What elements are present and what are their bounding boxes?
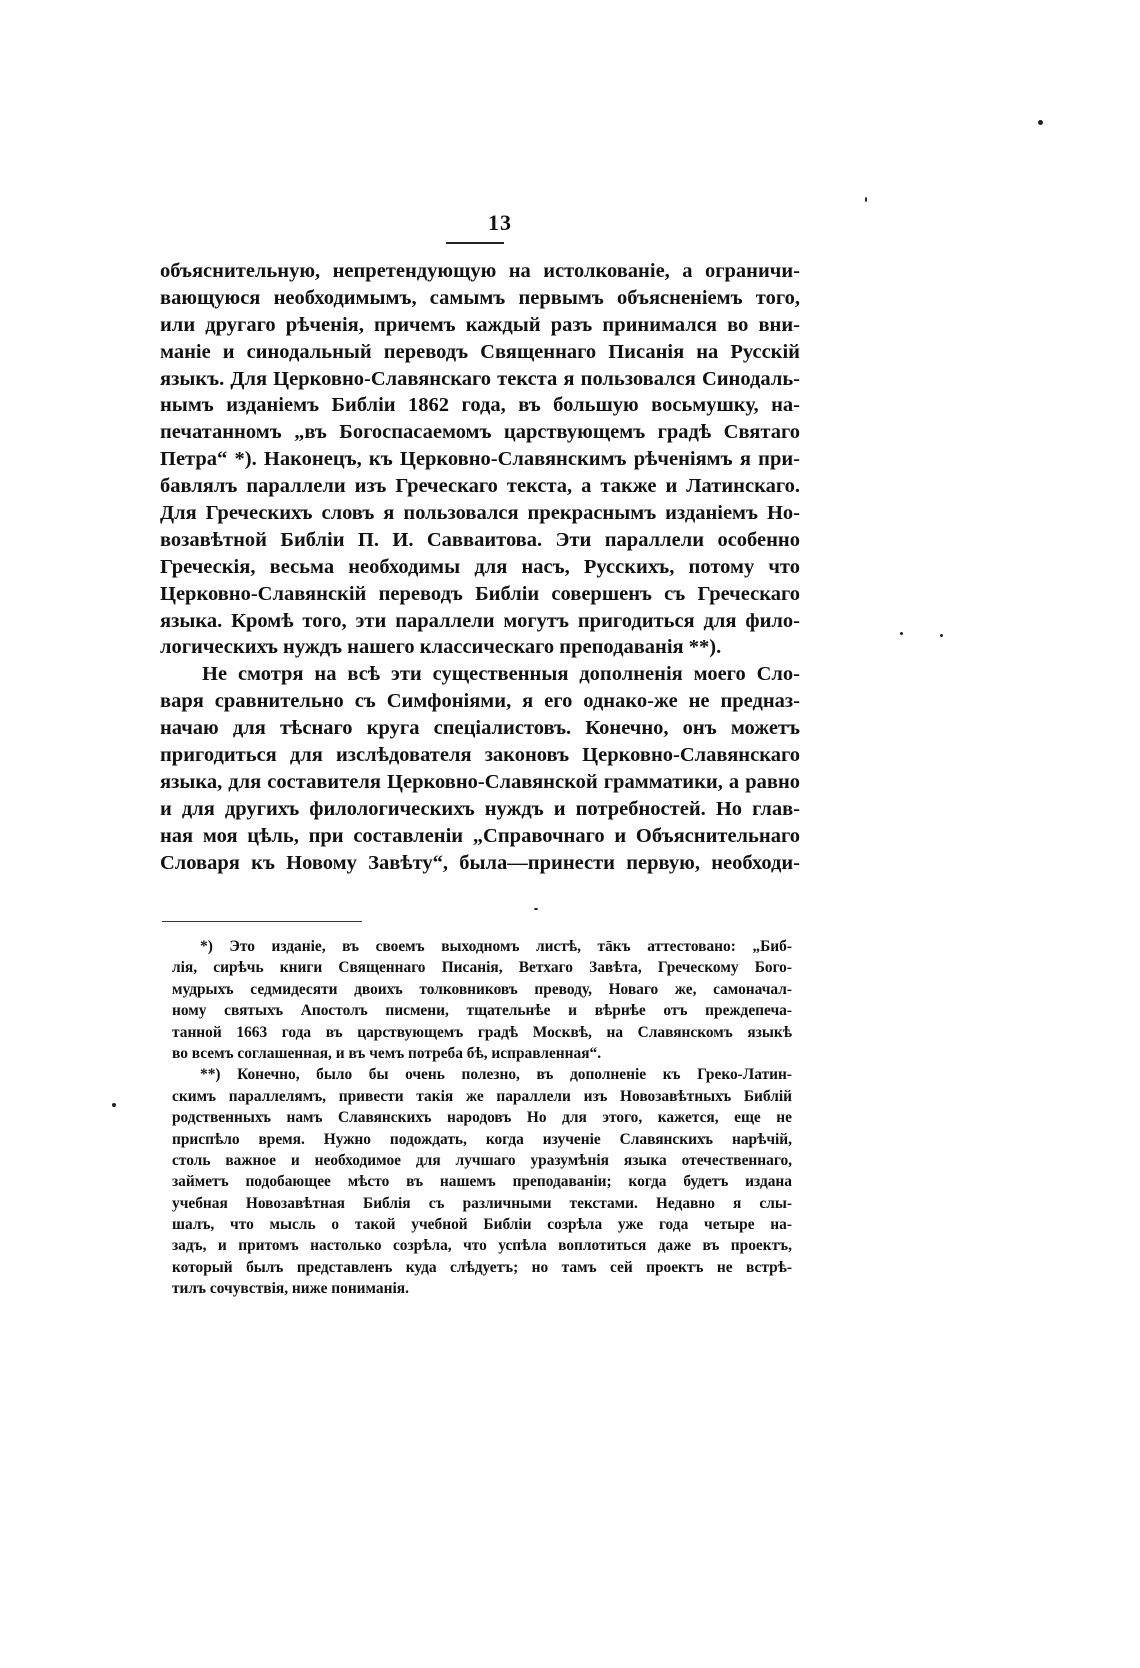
text-line: и для другихъ филологическихъ нуждъ и потребностей. Но глав- [160,797,800,820]
footnote-line: приспѣло время. Нужно подождать, когда изученіе Славянскихъ нарѣчій, [172,1130,792,1148]
text-line: печатанномъ „въ Богоспасаемомъ царствующемъ градѣ Святаго [160,421,800,444]
footnote-line: учебная Новозавѣтная Библія съ различными текстами. Недавно я слы- [172,1194,792,1212]
footnote-line: тилъ сочувствія, ниже пониманія. [172,1280,409,1298]
footnote-line: который былъ представленъ куда слѣдуетъ; но тамъ сей проектъ не встрѣ- [172,1258,792,1276]
scan-speck [940,634,943,637]
scan-speck [534,908,538,910]
text-line: начаю для тѣснаго круга спеціалистовъ. Конечно, онъ можетъ [160,717,800,740]
text-line: логическихъ нуждъ нашего классическаго преподаванія **). [160,636,722,659]
scan-speck [112,1103,116,1107]
page-number-rule [446,242,504,244]
text-line: Не смотря на всѣ эти существенныя дополненія моего Сло- [202,663,800,686]
footnote-line: танной 1663 года въ царствующемъ градѣ Москвѣ, на Славянскомъ языкѣ [172,1023,792,1041]
text-line: пригодиться для изслѣдователя законовъ Церковно-Славянскаго [160,744,800,767]
text-line: варя сравнительно съ Симфоніями, я его однако-же не предназ- [160,690,800,713]
footnote-line: во всемъ соглашенная, и въ чемъ потреба бѣ, исправленная“. [172,1044,602,1062]
footnote-line: **) Конечно, было бы очень полезно, въ дополненіе къ Греко-Латин- [200,1066,792,1084]
scan-speck [1038,120,1043,125]
main-text [160,258,800,876]
page-number: 13 [488,210,512,235]
scan-speck [865,197,867,202]
text-line: Петра“ *). Наконецъ, къ Церковно-Славянскимъ рѣченіямъ я при- [160,448,800,471]
footnote-line: столь важное и необходимое для лучшаго уразумѣнія языка отечественнаго, [172,1151,792,1169]
text-line: нымъ изданіемъ Библіи 1862 года, въ большую восьмушку, на- [160,394,800,417]
text-line: маніе и синодальный переводъ Священнаго Писанія на Русскій [160,340,800,363]
text-line: языка, для составителя Церковно-Славянской грамматики, а равно [160,770,800,793]
footnote-line: займетъ подобающее мѣсто въ нашемъ преподаваніи; когда будетъ издана [172,1173,792,1191]
text-line: бавлялъ параллели изъ Греческаго текста, а также и Латинскаго. [160,475,800,498]
text-line: или другаго рѣченія, причемъ каждый разъ принимался во вни- [160,313,800,336]
footnotes [172,936,792,1300]
text-line: возавѣтной Библіи П. И. Савваитова. Эти параллели особенно [160,528,800,551]
text-line: Словаря къ Новому Завѣту“, была—принести первую, необходи- [160,851,800,874]
text-line: Церковно-Славянскій переводъ Библіи совершенъ съ Греческаго [160,582,800,605]
text-line: вающуюся необходимымъ, самымъ первымъ объясненіемъ того, [160,286,800,309]
footnote-line: шалъ, что мысль о такой учебной Библіи созрѣла уже года четыре на- [172,1216,792,1234]
text-line: Для Греческихъ словъ я пользовался прекраснымъ изданіемъ Но- [160,502,800,525]
footnote-line: лія, сирѣчь книги Священнаго Писанія, Ветхаго Завѣта, Греческому Бого- [172,959,792,977]
footnote-line: ному святыхъ Апостолъ писмени, тщательнѣе и вѣрнѣе отъ преждепеча- [172,1002,792,1020]
text-line: объяснительную, непретендующую на истолкованіе, а ограничи- [160,260,800,282]
text-line: Греческія, весьма необходимы для насъ, Русскихъ, потому что [160,555,800,578]
text-line: ная моя цѣль, при составленіи „Справочнаго и Объяснительнаго [160,824,800,847]
text-line: языкъ. Для Церковно-Славянскаго текста я пользовался Синодаль- [160,367,800,390]
footnote-line: родственныхъ намъ Славянскихъ народовъ Но для этого, кажется, еще не [172,1109,792,1127]
footnote-line: мудрыхъ седмидесяти двоихъ толковниковъ преводу, Новаго же, самоначал- [172,980,792,998]
footnote-line: *) Это изданіе, въ своемъ выходномъ листѣ, тāкъ аттестовано: „Биб- [200,938,792,955]
scan-speck [900,632,903,635]
text-line: языка. Кромѣ того, эти параллели могутъ пригодиться для фило- [160,609,800,632]
footnote-separator [162,921,362,922]
footnote-line: задъ, и притомъ настолько созрѣла, что успѣла воплотиться даже въ проектъ, [172,1237,792,1255]
footnote-line: скимъ параллелямъ, привести такія же параллели изъ Новозавѣтныхъ Библій [172,1087,792,1105]
